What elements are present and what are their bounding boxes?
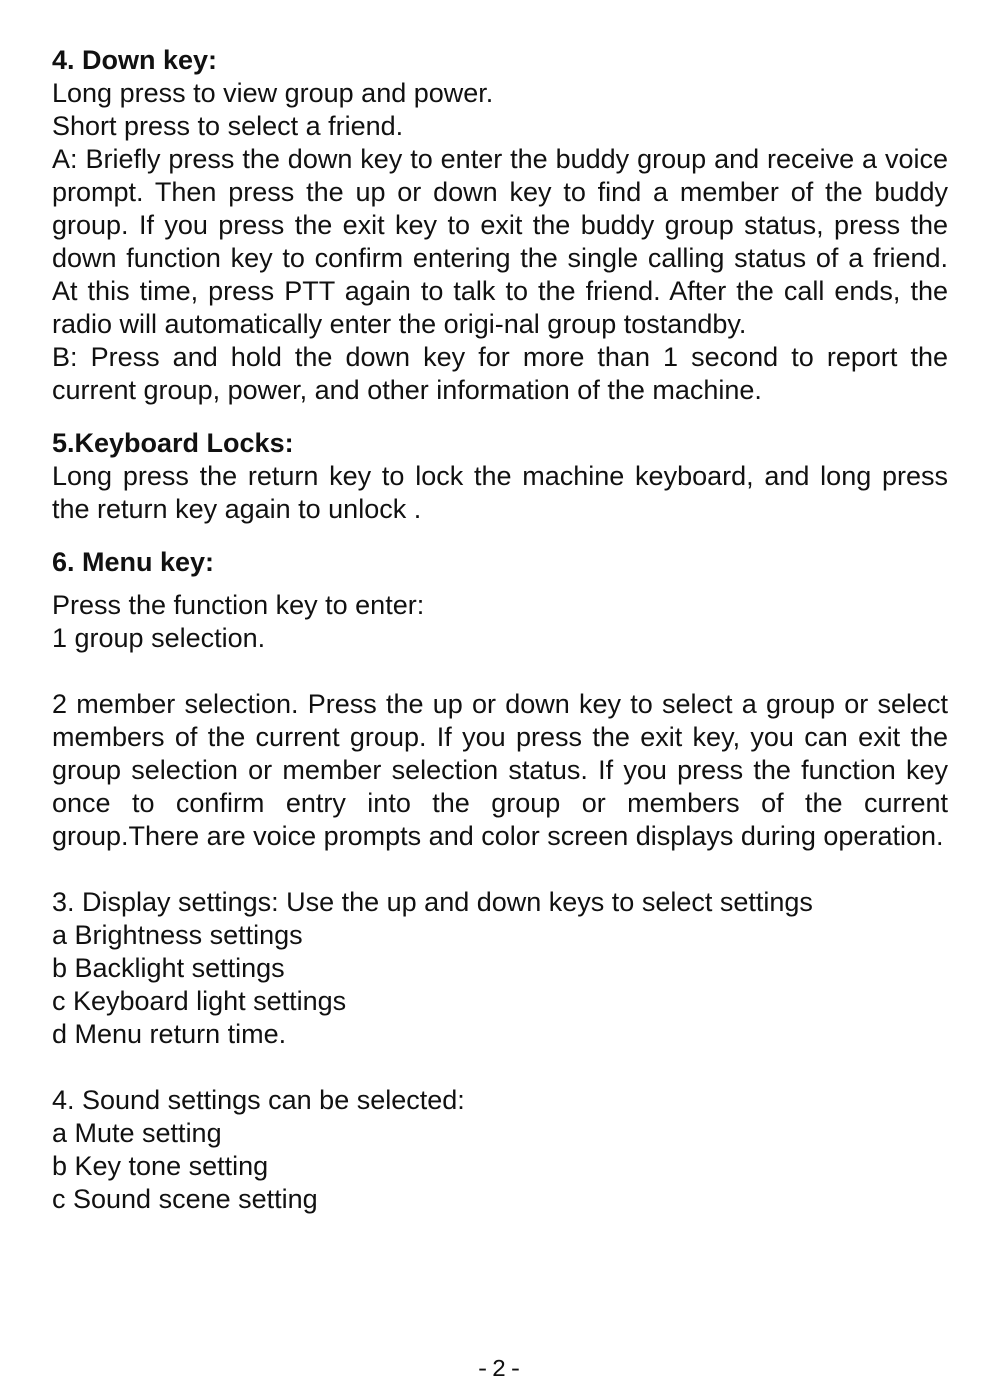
display-option: b Backlight settings bbox=[52, 953, 285, 983]
sound-option: b Key tone setting bbox=[52, 1151, 269, 1181]
display-option: d Menu return time. bbox=[52, 1019, 287, 1049]
down-key-long-press: Long press to view group and power. bbox=[52, 78, 494, 108]
section-down-key bbox=[52, 44, 948, 407]
menu-item-sound-settings bbox=[52, 1084, 948, 1216]
manual-page bbox=[52, 44, 948, 1216]
page-number: -2- bbox=[475, 1357, 525, 1384]
section-heading-down-key: 4. Down key: bbox=[52, 45, 218, 75]
section-keyboard-locks bbox=[52, 427, 948, 526]
section-menu-key bbox=[52, 546, 948, 1216]
section-heading-menu-key: 6. Menu key: bbox=[52, 547, 215, 577]
sound-settings-title: 4. Sound settings can be selected: bbox=[52, 1085, 465, 1115]
menu-key-intro: Press the function key to enter: bbox=[52, 590, 425, 620]
display-option: c Keyboard light settings bbox=[52, 986, 347, 1016]
menu-item-member-selection: 2 member selection. Press the up or down key to select a group or select members of the current group. If you press the exit key, you can exit the group selection or member selection status. If you press the function key once to confirm entry into the group or members of the current group.There are voice prompts and color screen displays during operation. bbox=[52, 689, 948, 851]
sound-option: c Sound scene setting bbox=[52, 1184, 318, 1214]
sound-option: a Mute setting bbox=[52, 1118, 222, 1148]
display-settings-title: 3. Display settings: Use the up and down keys to select settings bbox=[52, 887, 813, 917]
menu-item-display-settings bbox=[52, 886, 948, 1051]
down-key-short-press: Short press to select a friend. bbox=[52, 111, 404, 141]
display-option: a Brightness settings bbox=[52, 920, 303, 950]
menu-item-group-selection: 1 group selection. bbox=[52, 623, 266, 653]
keyboard-locks-paragraph: Long press the return key to lock the machine keyboard, and long press the return key again to unlock . bbox=[52, 461, 948, 524]
down-key-paragraph-a: A: Briefly press the down key to enter the buddy group and receive a voice prompt. Then press the up or down key to find a member of the buddy group. If you press the exit key to exit the buddy group status, press the down function key to confirm entering the single calling status of a friend. At this time, press PTT again to talk to the friend. After the call ends, the radio will automatically enter the origi-nal group tostandby. bbox=[52, 144, 948, 339]
down-key-paragraph-b: B: Press and hold the down key for more than 1 second to report the current group, power, and other information of the machine. bbox=[52, 342, 948, 405]
section-heading-keyboard-locks: 5.Keyboard Locks: bbox=[52, 428, 294, 458]
